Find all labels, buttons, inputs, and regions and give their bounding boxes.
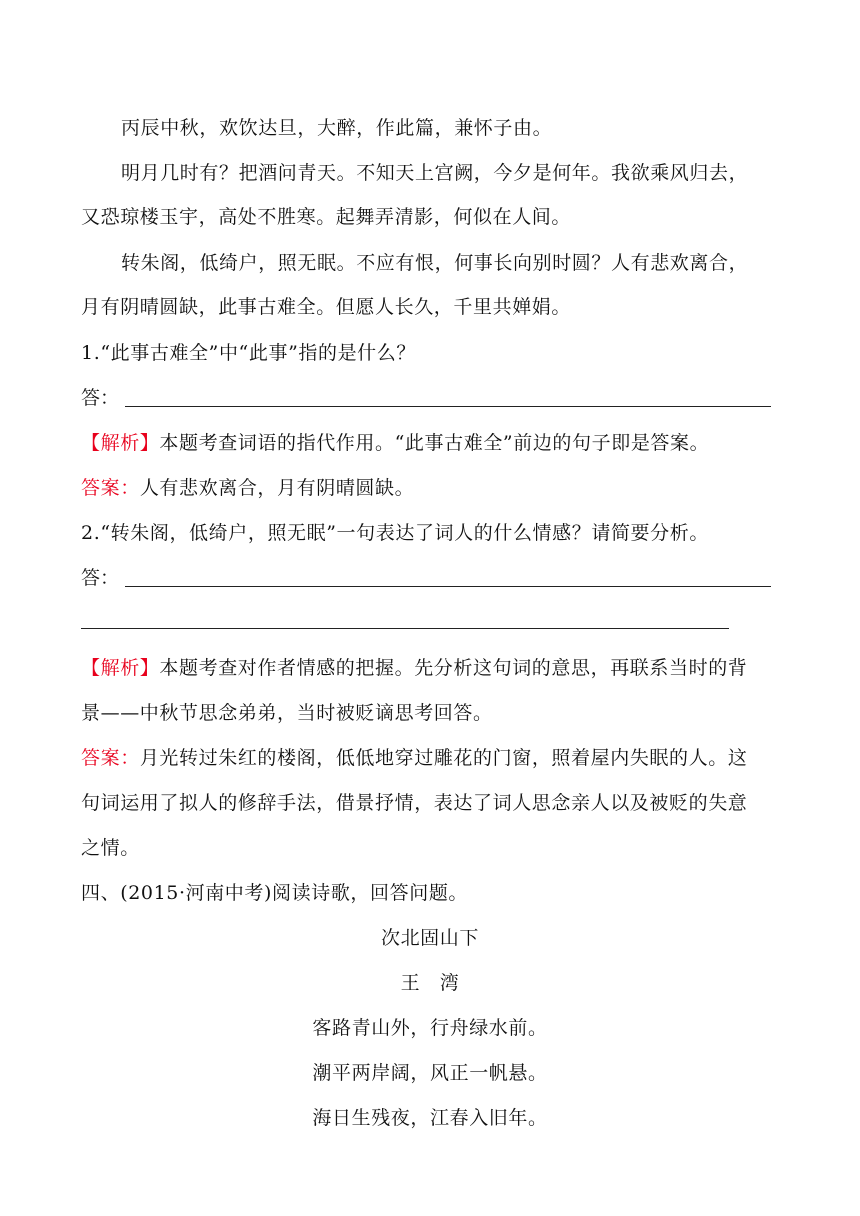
poem-stanza1-line1: 明月几时有？把酒问青天。不知天上宫阙，今夕是何年。我欲乘风归去， (121, 162, 749, 184)
answer-key-2-line2: 句词运用了拟人的修辞手法，借景抒情，表达了词人思念亲人以及被贬的失意 (81, 792, 748, 814)
answer-1-row (81, 386, 771, 410)
answer-1-blank[interactable] (125, 406, 771, 407)
answer-key-2-tag: 答案： (81, 747, 140, 769)
poem-line-1: 客路青山外，行舟绿水前。 (312, 1017, 548, 1039)
poem-preface: 丙辰中秋，欢饮达旦，大醉，作此篇，兼怀子由。 (121, 117, 553, 139)
answer-key-2-text-line1: 月光转过朱红的楼阁，低低地穿过雕花的门窗，照着屋内失眠的人。这 (139, 747, 748, 769)
poem-line-3: 海日生残夜，江春入旧年。 (312, 1107, 548, 1129)
answer-2-label: 答： (81, 567, 120, 589)
poem-title: 次北固山下 (380, 927, 479, 949)
poem-line-2: 潮平两岸阔，风正一帆悬。 (312, 1062, 548, 1084)
analysis-1-tag: 【解析】 (81, 432, 160, 454)
answer-2-blank[interactable] (125, 586, 771, 587)
answer-2-row (81, 566, 771, 590)
poem-stanza2-line1: 转朱阁，低绮户，照无眠。不应有恨，何事长向别时圆？人有悲欢离合， (121, 252, 749, 274)
poem-author: 王 湾 (400, 972, 460, 994)
question-2: 2.“转朱阁，低绮户，照无眠”一句表达了词人的什么情感？请简要分析。 (81, 522, 709, 544)
answer-key-2-line3: 之情。 (81, 837, 140, 859)
answer-key-2-line1 (81, 746, 747, 770)
poem-stanza1-line2: 又恐琼楼玉宇，高处不胜寒。起舞弄清影，何似在人间。 (81, 206, 572, 228)
analysis-2-text-line1: 本题考查对作者情感的把握。先分析这句词的意思，再联系当时的背 (159, 657, 748, 679)
analysis-1-text: 本题考查词语的指代作用。“此事古难全”前边的句子即是答案。 (159, 432, 710, 454)
answer-1-label: 答： (81, 387, 120, 409)
question-1: 1.“此事古难全”中“此事”指的是什么？ (81, 342, 416, 364)
answer-key-1-tag: 答案： (81, 477, 140, 499)
answer-2-blank-line2[interactable] (81, 628, 729, 629)
answer-key-1-text: 人有悲欢离合，月有阴晴圆缺。 (139, 477, 415, 499)
analysis-2-line2: 景——中秋节思念弟弟，当时被贬谪思考回答。 (81, 702, 493, 724)
answer-key-1 (81, 476, 414, 500)
analysis-2-tag: 【解析】 (81, 657, 160, 679)
analysis-2-line1 (81, 656, 747, 680)
section-4-heading: 四、(2015·河南中考)阅读诗歌，回答问题。 (81, 882, 469, 904)
poem-stanza2-line2: 月有阴晴圆缺，此事古难全。但愿人长久，千里共婵娟。 (81, 296, 572, 318)
analysis-1 (81, 431, 709, 455)
